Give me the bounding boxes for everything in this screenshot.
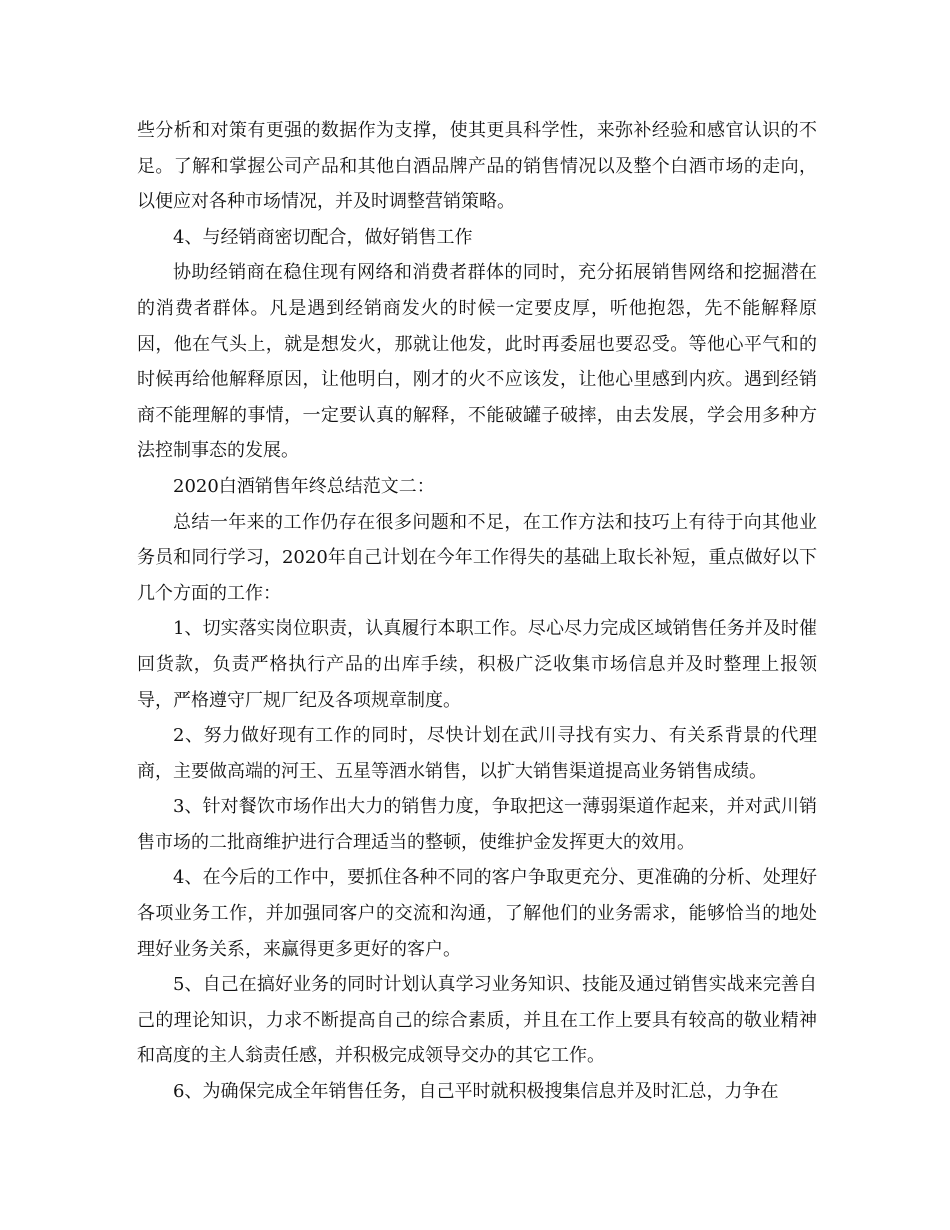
- paragraph-5: 总结一年来的工作仍存在很多问题和不足，在工作方法和技巧上有待于向其他业务员和同行学习，2020年自己计划在今年工作得失的基础上取长补短，重点做好以下几个方面的工作：: [137, 511, 817, 604]
- document-body: [137, 113, 817, 1110]
- paragraph-9-item-4: 4、在今后的工作中，要抓住各种不同的客户争取更充分、更准确的分析、处理好各项业务工作，并加强同客户的交流和沟通，了解他们的业务需求，能够恰当的地处理好业务关系，来赢得更多更好的客户。: [137, 867, 817, 960]
- paragraph-1: 些分析和对策有更强的数据作为支撑，使其更具科学性，来弥补经验和感官认识的不足。了解和掌握公司产品和其他白酒品牌产品的销售情况以及整个白酒市场的走向，以便应对各种市场情况，并及时调整营销策略。: [137, 120, 817, 213]
- paragraph-11-item-6: 6、为确保完成全年销售任务，自己平时就积极搜集信息并及时汇总，力争在: [173, 1081, 779, 1103]
- paragraph-3: 协助经销商在稳住现有网络和消费者群体的同时，充分拓展销售网络和挖掘潜在的消费者群体。凡是遇到经销商发火的时候一定要皮厚，听他抱怨，先不能解释原因，他在气头上，就是想发火，那就让他发，此时再委屈也要忍受。等他心平气和的时候再给他解释原因，让他明白，刚才的火不应该发，让他心里感到内疚。遇到经销商不能理解的事情，一定要认真的解释，不能破罐子破摔，由去发展，学会用多种方法控制事态的发展。: [137, 262, 817, 462]
- paragraph-7-item-2: 2、努力做好现有工作的同时，尽快计划在武川寻找有实力、有关系背景的代理商，主要做高端的河王、五星等酒水销售，以扩大销售渠道提高业务销售成绩。: [137, 725, 817, 782]
- paragraph-2-heading: 4、与经销商密切配合，做好销售工作: [173, 226, 473, 248]
- paragraph-10-item-5: 5、自己在搞好业务的同时计划认真学习业务知识、技能及通过销售实战来完善自己的理论知识，力求不断提高自己的综合素质，并且在工作上要具有较高的敬业精神和高度的主人翁责任感，并积极完成领导交办的其它工作。: [137, 974, 817, 1067]
- paragraph-6-item-1: 1、切实落实岗位职责，认真履行本职工作。尽心尽力完成区域销售任务并及时催回货款，负责严格执行产品的出库手续，积极广泛收集市场信息并及时整理上报领导，严格遵守厂规厂纪及各项规章制度。: [137, 618, 817, 711]
- paragraph-8-item-3: 3、针对餐饮市场作出大力的销售力度，争取把这一薄弱渠道作起来，并对武川销售市场的二批商维护进行合理适当的整顿，使维护金发挥更大的效用。: [137, 796, 817, 853]
- paragraph-4-section-title: 2020白酒销售年终总结范文二：: [173, 475, 435, 497]
